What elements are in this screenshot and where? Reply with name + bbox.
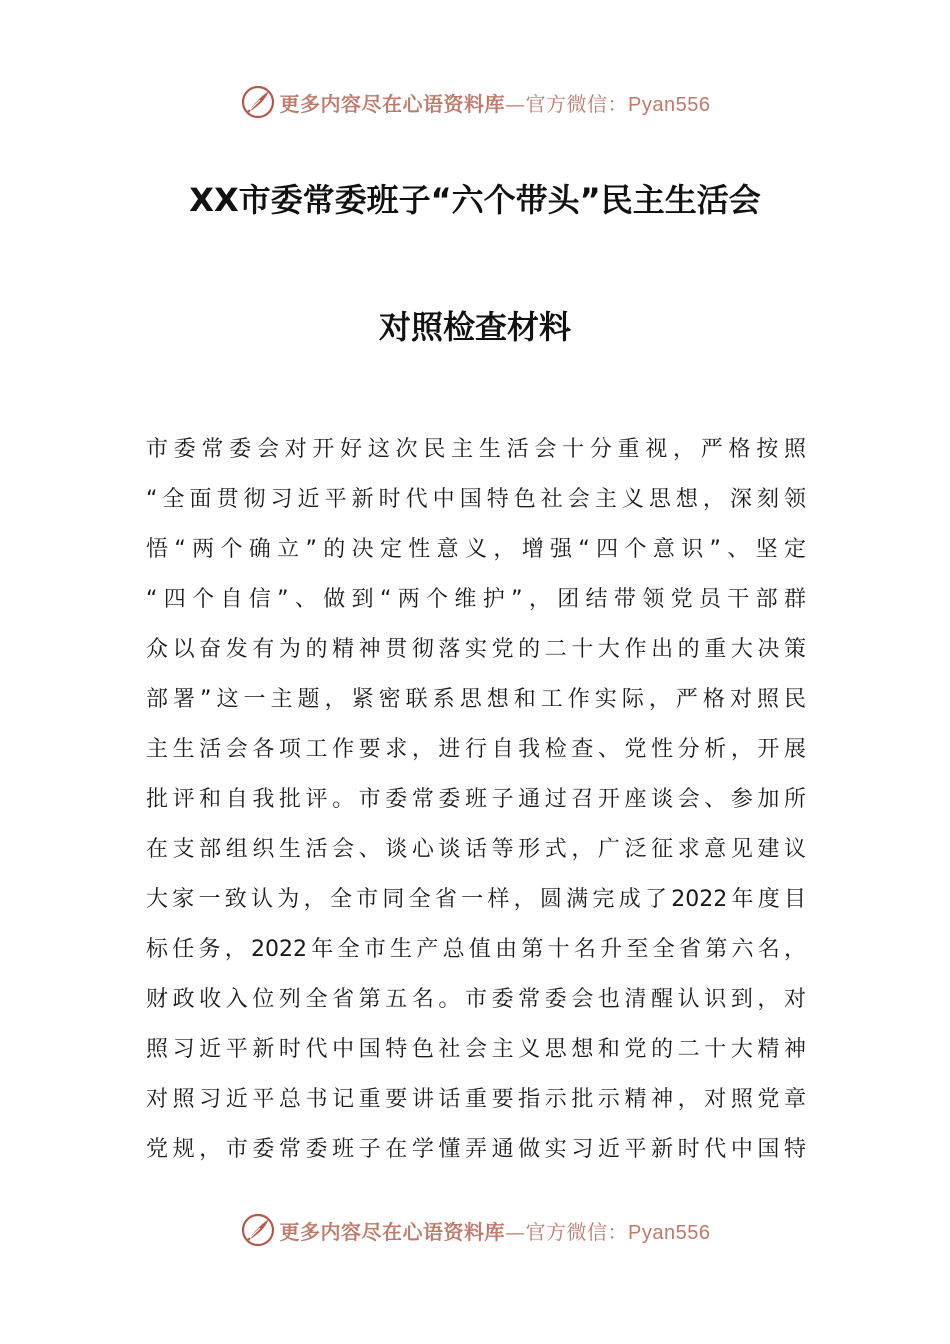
body-line: 财政收入位列全省第五名。市委常委会也清醒认识到，对 <box>146 987 806 1012</box>
body-line: 市委常委会对开好这次民主生活会十分重视，严格按照 <box>146 437 806 462</box>
watermark-wechat-id: Pyan556 <box>628 93 711 116</box>
watermark-separator: — <box>505 91 526 116</box>
watermark-wechat-label: 官方微信： <box>525 1219 629 1244</box>
watermark-wechat-label: 官方微信： <box>525 91 629 116</box>
document-title-line-1: XX市委常委班子“六个带头”民主生活会 <box>189 181 761 219</box>
watermark-main-text: 更多内容尽在心语资料库 <box>279 91 506 116</box>
body-line: 悟“两个确立”的决定性意义，增强“四个意识”、坚定 <box>146 537 806 562</box>
body-line: 对照习近平总书记重要讲话重要指示批示精神，对照党章 <box>146 1087 806 1112</box>
body-line: 大家一致认为，全市同全省一样，圆满完成了2022年度目 <box>146 887 806 912</box>
body-line: 批评和自我批评。市委常委班子通过召开座谈会、参加所 <box>146 787 806 812</box>
body-line: 众以奋发有为的精神贯彻落实党的二十大作出的重大决策 <box>146 637 806 662</box>
body-line: 标任务，2022年全市生产总值由第十名升至全省第六名， <box>146 937 806 962</box>
header-watermark <box>0 82 950 122</box>
watermark-text <box>280 88 711 117</box>
watermark-text <box>280 1216 711 1245</box>
body-line: 照习近平新时代中国特色社会主义思想和党的二十大精神 <box>146 1037 806 1062</box>
watermark-main-text: 更多内容尽在心语资料库 <box>279 1219 506 1244</box>
quill-pen-logo-icon <box>240 1212 276 1248</box>
body-line: 在支部组织生活会、谈心谈话等形式，广泛征求意见建议 <box>146 837 806 862</box>
watermark-separator: — <box>505 1219 526 1244</box>
document-title-line-2: 对照检查材料 <box>378 308 571 346</box>
body-line: 部署”这一主题，紧密联系思想和工作实际，严格对照民 <box>146 687 806 712</box>
body-line: “全面贯彻习近平新时代中国特色社会主义思想，深刻领 <box>146 487 806 512</box>
footer-watermark <box>0 1210 950 1250</box>
body-line: “四个自信”、做到“两个维护”，团结带领党员干部群 <box>146 587 806 612</box>
body-line: 主生活会各项工作要求，进行自我检查、党性分析，开展 <box>146 737 806 762</box>
quill-pen-logo-icon <box>240 84 276 120</box>
watermark-wechat-id: Pyan556 <box>628 1221 711 1244</box>
document-body <box>146 428 806 1178</box>
body-line: 党规，市委常委班子在学懂弄通做实习近平新时代中国特 <box>146 1137 806 1162</box>
